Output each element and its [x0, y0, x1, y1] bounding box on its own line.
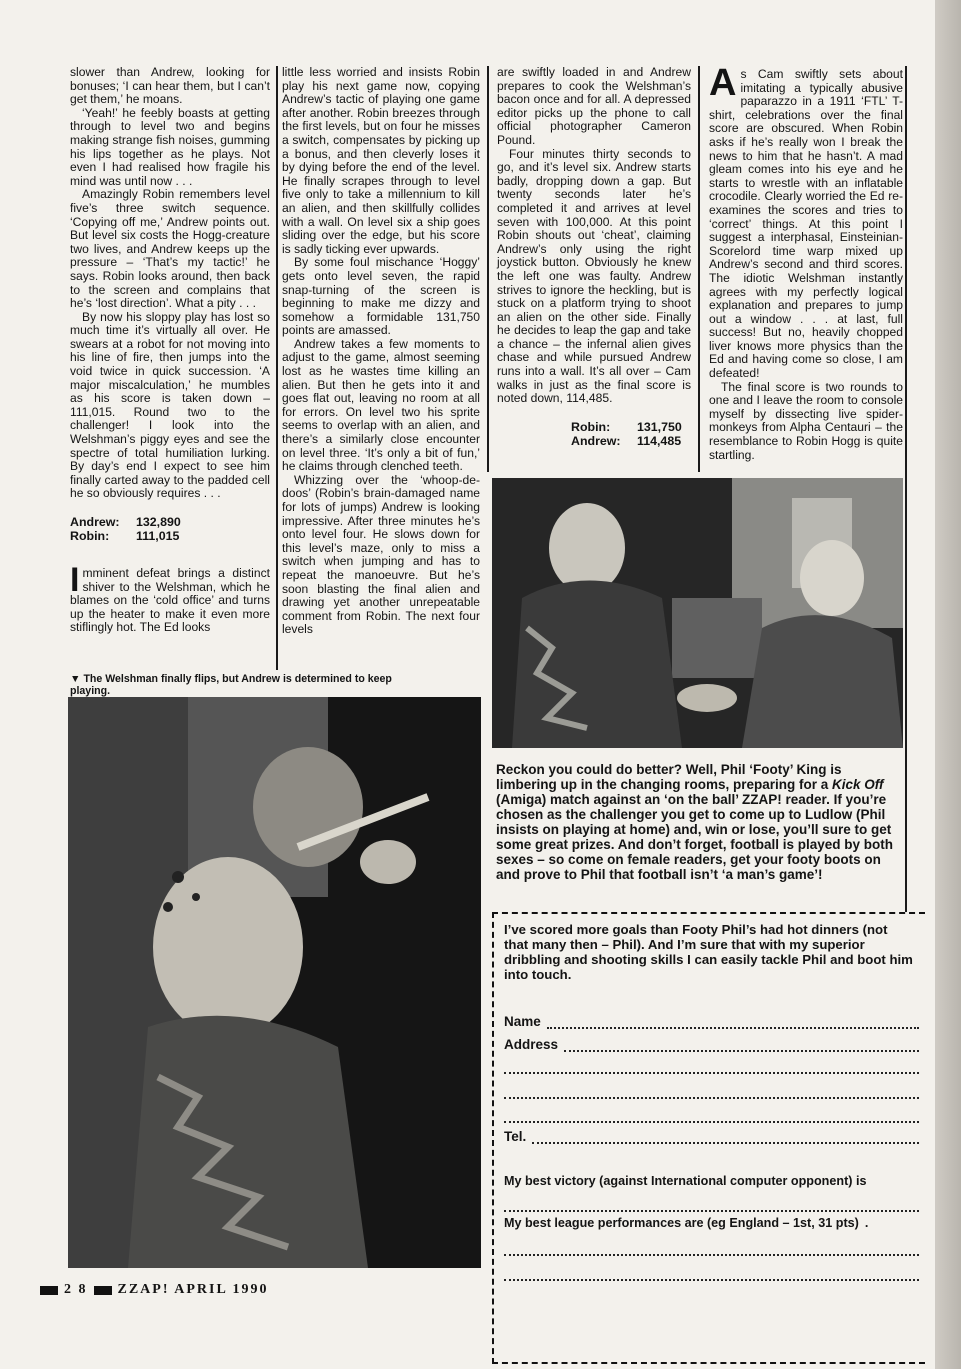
article-column-1 [70, 66, 270, 635]
article-column-4 [709, 62, 903, 462]
score-table-round-three [571, 420, 691, 448]
caption-text: The Welshman finally flips, but Andrew is determined to keep playing. [70, 673, 392, 697]
player-score: 111,015 [136, 529, 180, 543]
tel-field[interactable] [504, 1129, 919, 1144]
league-field[interactable] [504, 1216, 919, 1230]
tel-label: Tel. [504, 1129, 527, 1144]
footer-block [94, 1286, 112, 1295]
score-table-round-two [70, 515, 270, 543]
column-rule [698, 66, 700, 472]
score-row [571, 434, 691, 448]
player-score: 114,485 [637, 433, 682, 448]
player-name: Andrew: [70, 515, 120, 529]
coupon-intro: I’ve scored more goals than Footy Phil’s had hot dinners (not that many then – Phil). And I’m sure that with my superior dribbling and shooting skills I can easily tackle Phil and boot him into touch. [504, 922, 913, 982]
paragraph-text: s Cam swiftly sets about imitating a typically abusive paparazzo in a 1911 ‘FTL’ T-shirt, celebrations over the final score are obscured. When Robin asks if he’s really won I break the news to him that he hasn’t. A mad gleam comes into his eye and he starts to wrestle with an inflatable crocodile. Clearly worried the Ed re-examines the scores and tries to ‘correct’ things. At this point I suggest a interphasal, Einsteinian-Scorelord time warp mixed up Andrew’s second and third scores. The idiotic Welshman instantly agrees with my perfectly logical explanation and prepares to jump out a window . . . at last, full success! But no, heavily chopped liver knows more physics than the Ed and having come so close, I am defeated! [709, 67, 903, 381]
paragraph: Four minutes thirty seconds to go, and it’s level six. Andrew starts badly, dropping down a gap. But twenty seconds later he’s completed it and arrives at level seven with 100,000. At this point Robin shouts out ‘cheat’, claiming Andrew’s only using the right joystick button. Obviously he knew the left one was faulty. Andrew strives to ignore the heckling, but is stuck on a platform trying to shoot an alien on the other side. Finally he decides to leap the gap and take a chance – the infernal alien gives chase and while pursued Andrew runs into a wall. It’s all over – Cam walks in just as the final score is noted down, 114,485. [497, 146, 691, 406]
photo-caption [70, 673, 410, 697]
tel-line[interactable] [532, 1132, 919, 1144]
blank-line[interactable] [504, 1062, 919, 1074]
paragraph [709, 62, 903, 381]
score-row [70, 515, 270, 529]
blank-line[interactable] [504, 1200, 919, 1212]
photo-welshman [68, 697, 481, 1268]
paragraph: By some foul mischance ‘Hoggy’ gets onto level seven, the rapid snap-turning of the screen is beginning to make me dizzy and somehow a formidable 131,750 points are amassed. [282, 255, 480, 338]
paragraph: By now his sloppy play has lost so much time it’s virtually all over. He swears at a robot for not moving into his line of fire, then jumps into the void twice in quick succession. ‘A major miscalculation,’ he mumbles as his score is taken down – 111,015. Round two to the challenger! I look into the Welshman’s piggy eyes and see the spectre of total humiliation lurking. By day’s end I expect to see him finally carted away to the padded cell he so obviously requires . . . [70, 309, 270, 501]
name-field[interactable] [504, 1014, 919, 1029]
drop-cap: I [70, 561, 80, 599]
paragraph [70, 561, 270, 635]
challenge-promo-text [496, 762, 906, 882]
blank-line[interactable] [504, 1244, 919, 1256]
article-column-3 [497, 66, 691, 448]
league-line-2[interactable] [504, 1244, 919, 1256]
page-spine-shadow [935, 0, 961, 1369]
address-label: Address [504, 1037, 559, 1052]
victory-field[interactable] [504, 1174, 919, 1188]
promo-text: Reckon you could do better? Well, Phil ‘Footy’ King is limbering up in the changing rooms, preparing for a [496, 762, 842, 792]
promo-text: (Amiga) match against an ‘on the ball’ ZZAP! reader. If you’re chosen as the challenger you get to come up to Ludlow (Phil insists on playing at home) and, win or lose, you’ll sure to get some great prizes. And don’t forget, football is played by both sexes – so come on female readers, get your footy boots on and prove to Phil that football isn’t ‘a man’s game’! [496, 792, 894, 882]
game-title: Kick Off [832, 777, 884, 792]
score-row [70, 529, 270, 543]
photo-welshman-image [68, 697, 481, 1268]
victory-label: My best victory (against International computer opponent) is [504, 1174, 867, 1188]
paragraph: ‘Yeah!’ he feebly boasts at getting through to level two and begins making strange fish noises, gumming his lips together as he plays. Not even I had realised how fragile his mind was until now . . . [70, 105, 270, 188]
paragraph: The final score is two rounds to one and I leave the room to console myself by dissecting live spider-monkeys from Alpha Centauri – the resemblance to Robin Hogg is quite startling. [709, 379, 903, 462]
paragraph: Amazingly Robin remembers level five’s three switch sequence. ‘Copying off me,’ Andrew points out. But level six costs the Hogg-creature two lives, and Andrew keeps up the pressure – ‘That’s my tactic!’ he says. Robin looks around, then back to the screen and complains that he’s ‘lost direction’. What a pity . . . [70, 187, 270, 311]
league-label: My best league performances are (eg England – 1st, 31 pts) [504, 1216, 859, 1230]
entry-coupon [492, 912, 925, 1364]
name-label: Name [504, 1014, 541, 1029]
drop-cap: A [709, 62, 737, 104]
paragraph: Andrew takes a few moments to adjust to the game, almost seeming lost as he wastes time killing an alien. But then he gets into it and goes flat out, leaving no room at all for errors. On level two his sprite seems to overlap with an alien, and there’s a similarly close encounter on level three. ‘It’s only a bit of fun,’ he claims through clenched teeth. [282, 336, 480, 474]
article-column-2 [282, 66, 480, 637]
page-number: 2 8 [64, 1282, 88, 1297]
address-line-2[interactable] [504, 1062, 919, 1074]
score-row [571, 420, 691, 434]
photo-handshake-image [492, 478, 903, 748]
player-score: 132,890 [136, 515, 181, 529]
magazine-issue: ZZAP! APRIL 1990 [117, 1282, 269, 1297]
name-line[interactable] [547, 1017, 919, 1029]
blank-line[interactable] [504, 1087, 919, 1099]
blank-line[interactable] [504, 1269, 919, 1281]
address-field[interactable] [504, 1037, 919, 1052]
paragraph: little less worried and insists Robin play his next game now, copying Andrew’s tactic of playing one game after another. Robin breezes through the first levels, but on four he misses a switch, compensates by picking up a bonus, and then cleverly loses it by dying before the end of the level. He finally scrapes through to level five only to take a millennium to kill an alien, and then skillfully collides with a wall. On level six a ship goes sliding over the edge, but his score is sadly ticking ever upwards. [282, 65, 480, 256]
page-footer [40, 1282, 269, 1298]
address-line[interactable] [564, 1040, 919, 1052]
player-score: 131,750 [637, 419, 682, 434]
victory-line[interactable] [504, 1200, 919, 1212]
league-line-3[interactable] [504, 1269, 919, 1281]
caption-marker: ▼ [70, 673, 81, 685]
league-end: . [864, 1216, 869, 1230]
address-line-4[interactable] [504, 1111, 919, 1123]
photo-handshake [492, 478, 903, 748]
column-rule [276, 66, 278, 670]
paragraph: are swiftly loaded in and Andrew prepares to cook the Welshman’s bacon once and for all. A depressed editor picks up the phone to call official photographer Cameron Pound. [497, 65, 691, 147]
player-name: Andrew: [571, 433, 621, 448]
player-name: Robin: [571, 419, 611, 434]
paragraph: slower than Andrew, looking for bonuses; ‘I can hear them, but I can’t get them,’ he moans. [70, 65, 270, 107]
column-rule [487, 66, 489, 472]
player-name: Robin: [70, 529, 110, 543]
address-line-3[interactable] [504, 1087, 919, 1099]
blank-line[interactable] [504, 1111, 919, 1123]
footer-block [40, 1286, 58, 1295]
paragraph-text: mminent defeat brings a distinct shiver to the Welshman, which he blames on the ‘cold office’ and turns up the heater to make it even more stiflingly hot. The Ed looks [70, 566, 270, 635]
paragraph: Whizzing over the ‘whoop-de-doos’ (Robin’s brain-damaged name for lots of jumps) Andrew is looking impressive. After three minutes he’s onto level four. He slows down for this level’s maze, only to miss a switch when jumping and has to repeat the manoeuvre. But he’s soon blasting the final alien and drawing yet another unrepeatable comment from Robin. The next four levels [282, 472, 480, 637]
